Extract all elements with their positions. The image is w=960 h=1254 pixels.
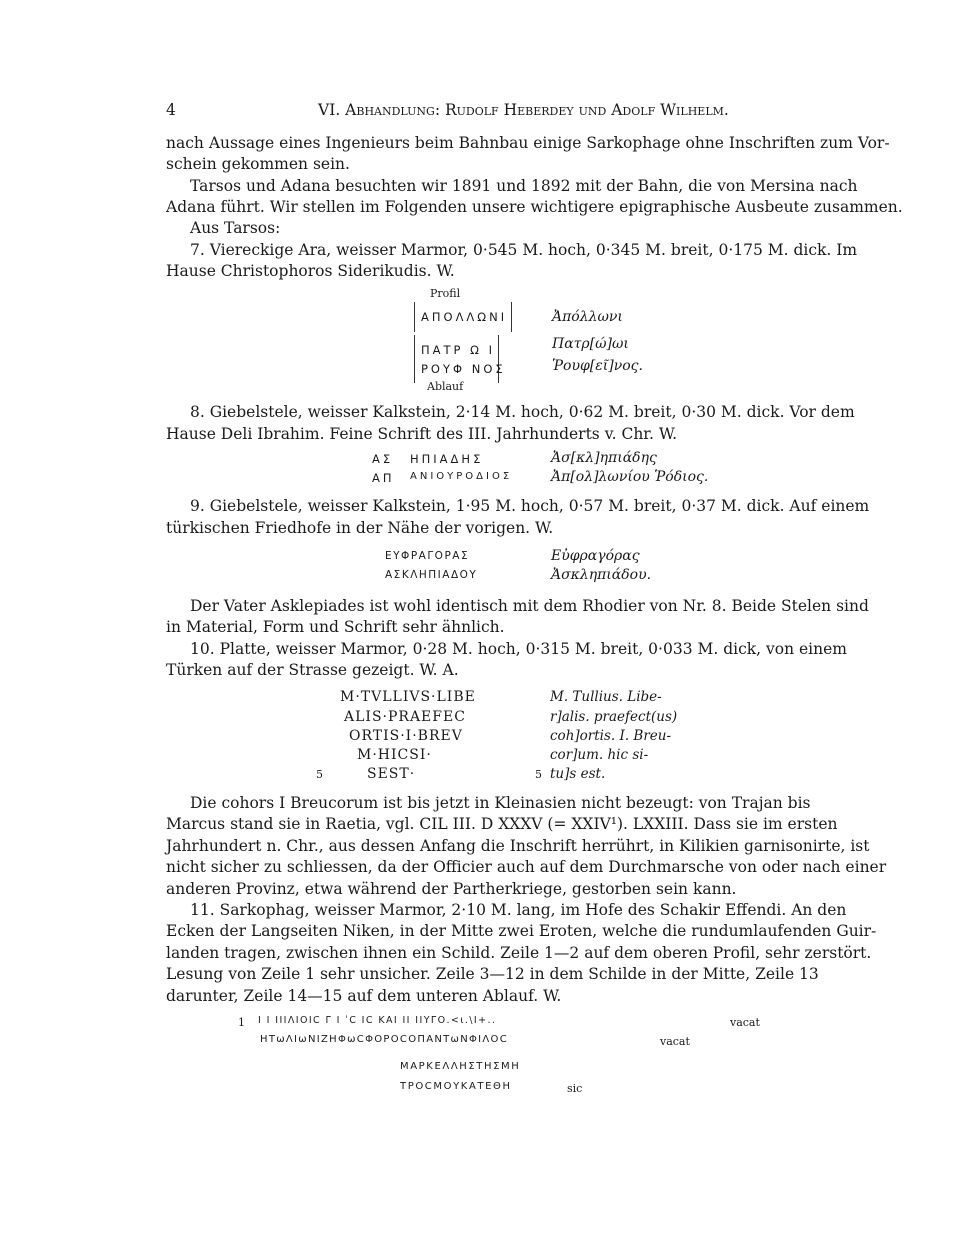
- item-11-heading: Lesung von Zeile 1 sehr unsicher. Zeile 3—12 in dem Schilde in der Mitte, Zeile 13: [166, 965, 819, 983]
- latin-line: ORTIS·I·BREV: [349, 728, 463, 744]
- inscription-line: ΑΝΙΟΥΡΟΔΙΟΣ: [410, 471, 513, 482]
- line-number: 5: [535, 768, 542, 781]
- item-7-heading: 7. Viereckige Ara, weisser Marmor, 0·545 M. hoch, 0·345 M. breit, 0·175 M. dick. Im: [190, 241, 858, 259]
- transcription-line: Ἀπόλλωνι: [552, 309, 623, 325]
- intro-line: nach Aussage eines Ingenieurs beim Bahnbau einige Sarkophage ohne Inschriften zum Vor-: [166, 134, 890, 152]
- item-8-heading: Hause Deli Ibrahim. Feine Schrift des III. Jahrhunderts v. Chr. W.: [166, 425, 678, 443]
- frame-line: [511, 302, 512, 332]
- item-11-heading: landen tragen, zwischen ihnen ein Schild. Zeile 1—2 auf dem oberen Profil, sehr zerstört.: [166, 944, 872, 962]
- note-line: Der Vater Asklepiades ist wohl identisch mit dem Rhodier von Nr. 8. Beide Stelen sind: [190, 597, 869, 615]
- vacat-note: vacat: [660, 1035, 690, 1048]
- running-title: VI. Abhandlung: Rudolf Heberdey und Adolf Wilhelm.: [318, 101, 729, 119]
- frame-line: [414, 302, 415, 332]
- transcription-line: Ῥουφ[εῖ]νος.: [552, 358, 643, 374]
- item-9-heading: 9. Giebelstele, weisser Kalkstein, 1·95 M. hoch, 0·57 M. breit, 0·37 M. dick. Auf einem: [190, 497, 870, 515]
- profil-label: Profil: [430, 287, 461, 300]
- transcription-line: r]alis. praefect(us): [550, 709, 678, 725]
- line-number: 5: [316, 768, 323, 781]
- transcription-line: cor]um. hic si-: [550, 747, 649, 763]
- inscription-line: ΑΣ: [372, 452, 394, 466]
- latin-line: M·TVLLIVS·LIBE: [340, 689, 476, 705]
- inscription-line: ΗΠΙΑΔΗΣ: [410, 452, 484, 466]
- transcription-line: Εὐφραγόρας: [551, 548, 640, 564]
- transcription-line: tu]s est.: [550, 766, 606, 782]
- page-number: 4: [166, 101, 176, 119]
- intro-line: schein gekommen sein.: [166, 155, 350, 173]
- latin-line: ALIS·PRAEFEC: [344, 709, 466, 725]
- commentary-line: Die cohors I Breucorum ist bis jetzt in Kleinasien nicht bezeugt: von Trajan bis: [190, 794, 811, 812]
- line-number: 1: [238, 1016, 245, 1029]
- latin-line: M·HICSI·: [357, 747, 432, 763]
- transcription-line: Ἀπ[ολ]λωνίου Ῥόδιος.: [551, 469, 709, 485]
- item-10-heading: 10. Platte, weisser Marmor, 0·28 M. hoch, 0·315 M. breit, 0·033 M. dick, von einem: [190, 640, 847, 658]
- inscription-line: ΑΣΚΛΗΠΙΑΔΟΥ: [385, 569, 478, 581]
- item-10-heading: Türken auf der Strasse gezeigt. W. A.: [166, 661, 459, 679]
- transcription-line: Πατρ[ώ]ωι: [552, 336, 629, 352]
- item-9-heading: türkischen Friedhofe in der Nähe der vorigen. W.: [166, 519, 554, 537]
- latin-line: SEST·: [367, 766, 416, 782]
- item-11-heading: Ecken der Langseiten Niken, in der Mitte zwei Eroten, welche die rundumlaufenden Guir-: [166, 922, 877, 940]
- transcription-line: Ἀσκληπιάδου.: [551, 567, 652, 583]
- inscription-line: ΤΡΟϹΜΟΥΚΑΤΕΘΗ: [400, 1081, 512, 1092]
- intro-line: Tarsos und Adana besuchten wir 1891 und 1892 mit der Bahn, die von Mersina nach: [190, 177, 858, 195]
- intro-line: Aus Tarsos:: [190, 219, 281, 237]
- sic-note: sic: [567, 1082, 583, 1095]
- frame-line: [414, 335, 415, 383]
- commentary-line: anderen Provinz, etwa während der Partherkriege, gestorben sein kann.: [166, 880, 737, 898]
- item-7-heading: Hause Christophoros Siderikudis. W.: [166, 262, 455, 280]
- transcription-line: Ἀσ[κλ]ηπιάδης: [551, 450, 657, 466]
- inscription-line: ΑΠ: [372, 471, 395, 485]
- item-11-heading: darunter, Zeile 14—15 auf dem unteren Ablauf. W.: [166, 987, 562, 1005]
- inscription-line: ΜΑΡΚΕΛΛΗΣΤΗΣΜΗ: [400, 1061, 521, 1072]
- inscription-line: ΡΟΥΦ ΝΟΣ: [421, 362, 506, 376]
- transcription-line: M. Tullius. Libe-: [550, 689, 662, 705]
- commentary-line: nicht sicher zu schliessen, da der Officier auch auf dem Durchmarsche von oder nach einer: [166, 858, 887, 876]
- inscription-line: ΕΥΦΡΑΓΟΡΑΣ: [385, 550, 470, 562]
- ablauf-label: Ablauf: [427, 380, 464, 393]
- item-8-heading: 8. Giebelstele, weisser Kalkstein, 2·14 M. hoch, 0·62 M. breit, 0·30 M. dick. Vor dem: [190, 403, 855, 421]
- inscription-line: ΑΠΟΛΛΩΝΙ: [421, 310, 508, 324]
- inscription-line: Ι Ι ΙΙΙΛΙΟΙϹ Γ Ι ˈϹ ΙϹ ΚΑΙ ΙΙ ΙΙΥΓΟ.<ι.\Ι+..: [258, 1015, 497, 1026]
- item-11-heading: 11. Sarkophag, weisser Marmor, 2·10 M. lang, im Hofe des Schakir Effendi. An den: [190, 901, 847, 919]
- intro-line: Adana führt. Wir stellen im Folgenden unsere wichtigere epigraphische Ausbeute zusammen.: [166, 198, 903, 216]
- note-line: in Material, Form und Schrift sehr ähnlich.: [166, 618, 505, 636]
- inscription-line: ΗΤωΛΙωΝΙΖΗΦωϹΦΟΡΟϹΟΠΑΝΤωΝΦΙΛΟϹ: [260, 1034, 509, 1045]
- commentary-line: Marcus stand sie in Raetia, vgl. CIL III. D XXXV (= XXIV¹). LXXIII. Dass sie im ersten: [166, 815, 838, 833]
- vacat-note: vacat: [730, 1016, 760, 1029]
- inscription-line: ΠΑΤΡ Ω Ι: [421, 343, 495, 357]
- commentary-line: Jahrhundert n. Chr., aus dessen Anfang die Inschrift herrührt, in Kilikien garnisonirte, ist: [166, 837, 870, 855]
- transcription-line: coh]ortis. I. Breu-: [550, 728, 672, 744]
